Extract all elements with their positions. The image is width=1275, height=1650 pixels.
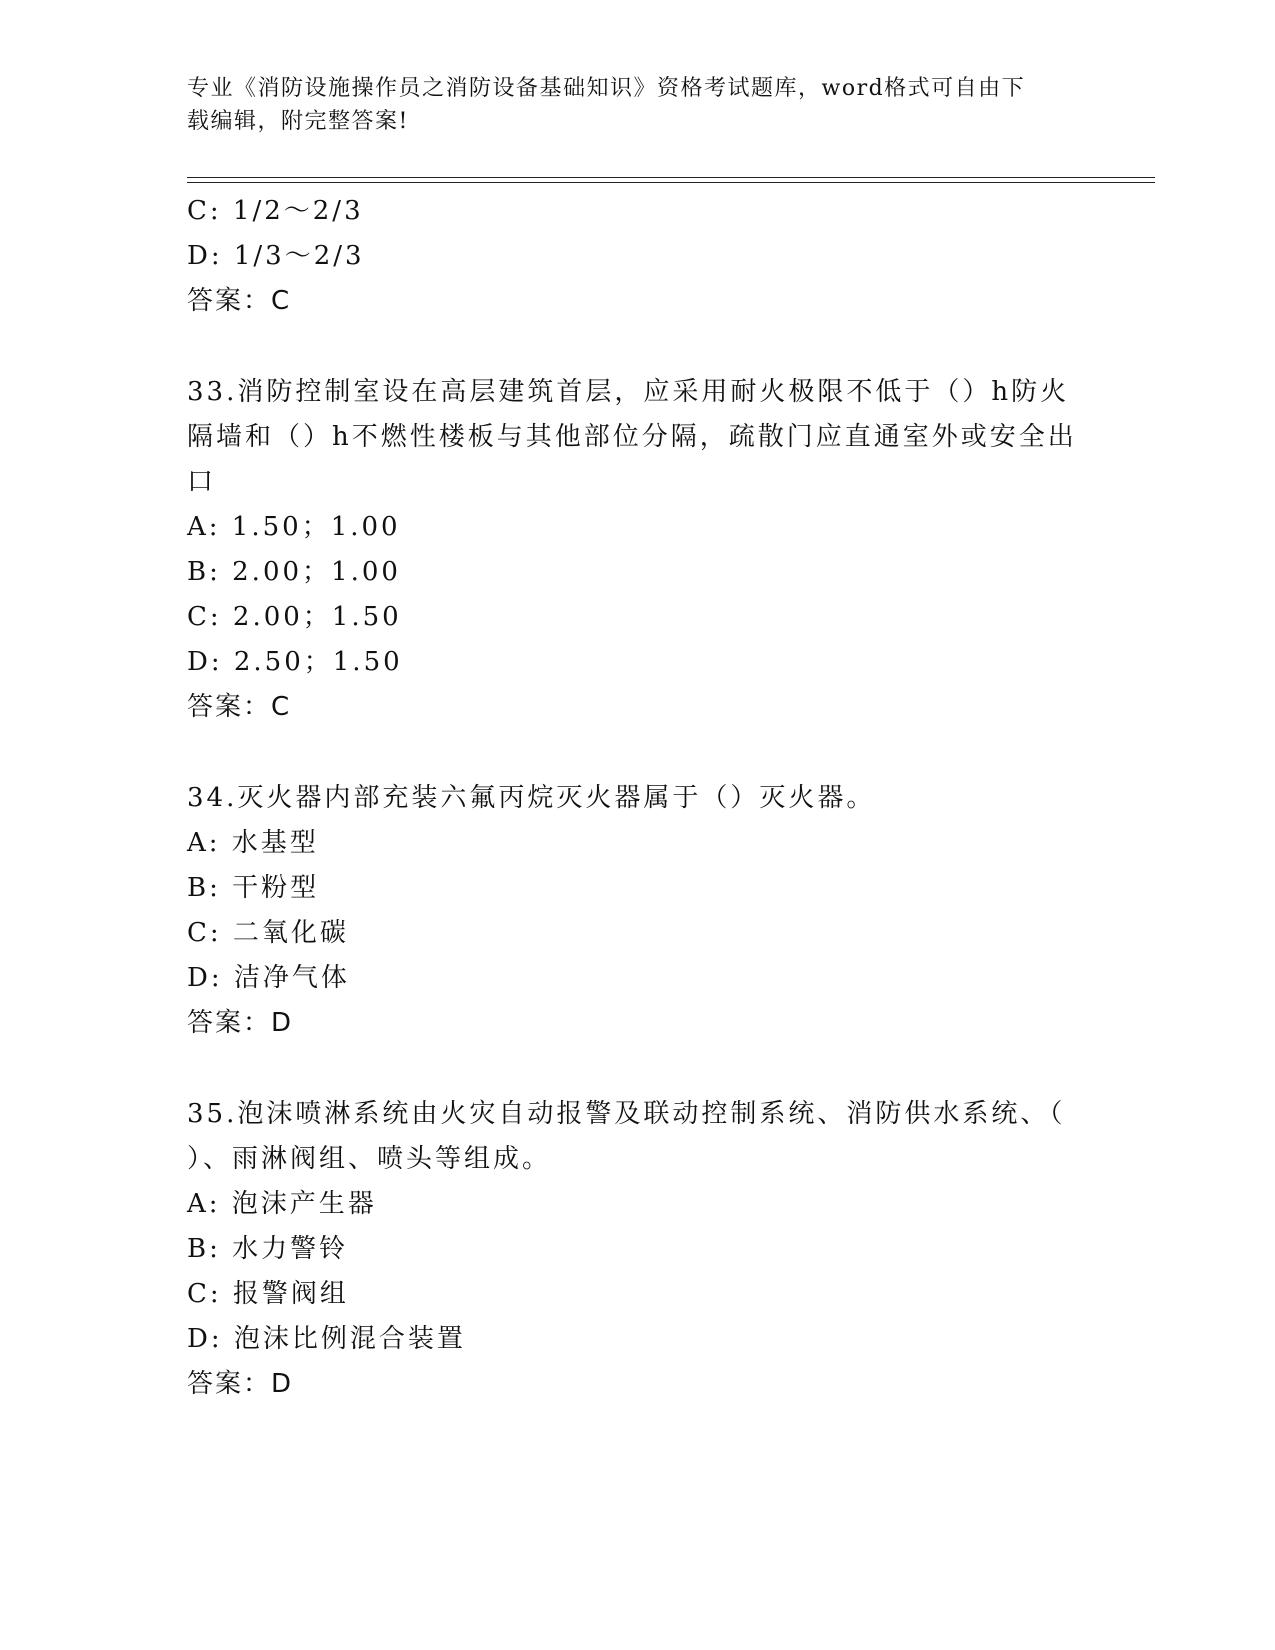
question-block-prev xyxy=(187,189,1087,324)
header-line-2: 载编辑，附完整答案! xyxy=(187,109,409,134)
question-block-34 xyxy=(187,776,1087,1046)
question-text-line: 35.泡沫喷淋系统由火灾自动报警及联动控制系统、消防供水系统、（ xyxy=(187,1099,1066,1129)
header-line-1: 专业《消防设施操作员之消防设备基础知识》资格考试题库，word格式可自由下 xyxy=(187,76,1026,101)
option-b: B: 2.00；1.00 xyxy=(187,557,401,587)
option-c: C: 1/2～2/3 xyxy=(187,196,364,226)
answer: 答案：C xyxy=(187,286,292,316)
spacer xyxy=(187,1046,1087,1092)
question-text-line: ）、雨淋阀组、喷头等组成。 xyxy=(187,1144,552,1174)
spacer xyxy=(187,324,1087,370)
question-list xyxy=(187,189,1087,1407)
answer: 答案：D xyxy=(187,1369,294,1399)
question-block-33 xyxy=(187,370,1087,730)
answer: 答案：D xyxy=(187,1008,294,1038)
question-block-35 xyxy=(187,1092,1087,1407)
option-b: B: 干粉型 xyxy=(187,873,320,903)
option-a: A: 1.50；1.00 xyxy=(187,512,401,542)
spacer xyxy=(187,730,1087,776)
option-a: A: 泡沫产生器 xyxy=(187,1189,377,1219)
option-c: C: 2.00；1.50 xyxy=(187,602,402,632)
option-c: C: 报警阀组 xyxy=(187,1279,349,1309)
option-c: C: 二氧化碳 xyxy=(187,918,349,948)
question-text-line: 口 xyxy=(187,467,217,497)
option-d: D: 2.50；1.50 xyxy=(187,647,403,677)
question-text-line: 33.消防控制室设在高层建筑首层，应采用耐火极限不低于（）h防火 xyxy=(187,377,1070,407)
option-d: D: 洁净气体 xyxy=(187,963,350,993)
option-d: D: 泡沫比例混合装置 xyxy=(187,1324,466,1354)
header-divider-top xyxy=(187,177,1155,178)
page-header xyxy=(187,72,1087,138)
option-d: D: 1/3～2/3 xyxy=(187,241,365,271)
option-b: B: 水力警铃 xyxy=(187,1234,349,1264)
header-divider-bottom xyxy=(187,182,1155,183)
question-text-line: 34.灭火器内部充装六氟丙烷灭火器属于（）灭火器。 xyxy=(187,783,876,813)
option-a: A: 水基型 xyxy=(187,828,319,858)
answer: 答案：C xyxy=(187,692,292,722)
question-text-line: 隔墙和（）h不燃性楼板与其他部位分隔，疏散门应直通室外或安全出 xyxy=(187,422,1077,452)
